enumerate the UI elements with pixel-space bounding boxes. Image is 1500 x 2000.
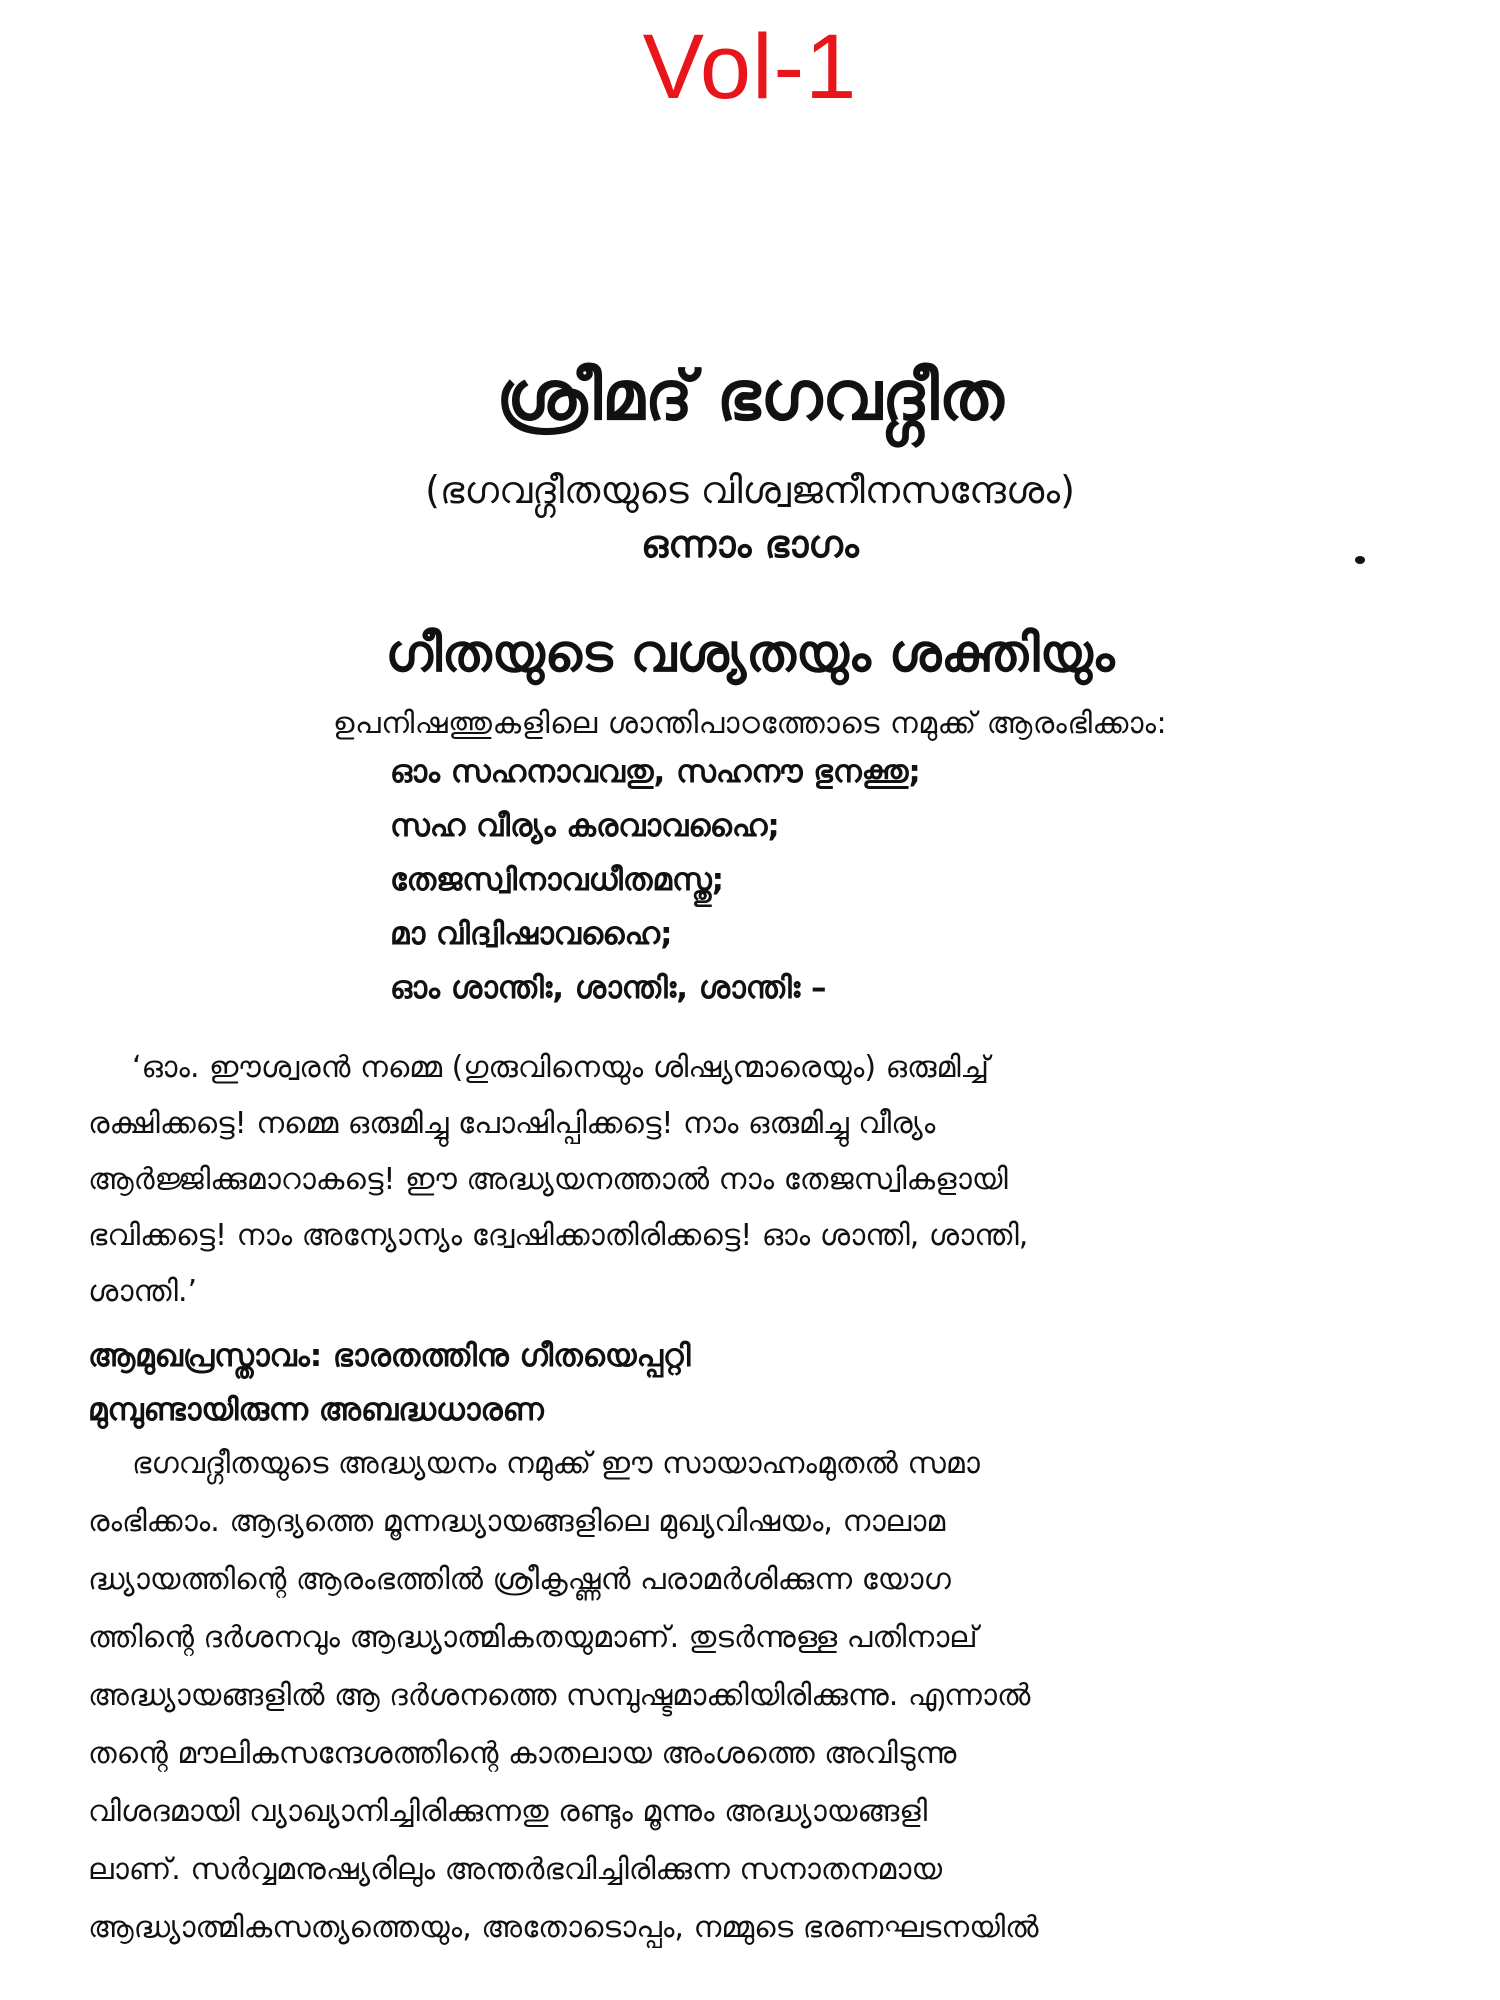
paragraph-line: ലാണ്. സർവ്വമനുഷ്യരിലും അന്തർഭവിച്ചിരിക്കുന്ന സനാതനമായ [88,1852,942,1887]
subheading-line: ആമുഖപ്രസ്താവം: ഭാരതത്തിനു ഗീതയെപ്പറ്റി [88,1338,691,1374]
ink-speck [1355,556,1365,564]
paragraph-line: ശാന്തി.’ [88,1274,198,1309]
paragraph-line: ത്തിന്റെ ദർശനവും ആദ്ധ്യാത്മികതയുമാണ്. തുടർന്നുള്ള പതിനാല് [88,1620,978,1655]
paragraph-line: ഭഗവദ്ഗീതയുടെ അദ്ധ്യയനം നമുക്ക് ഈ സായാഹ്നംമുതൽ സമാ [132,1446,980,1481]
mantra-line: തേജസ്വിനാവധീതമസ്തു; [390,862,725,898]
book-subtitle: (ഭഗവദ്ഗീതയുടെ വിശ്വജനീനസന്ദേശം) [425,468,1075,512]
paragraph-line: ‘ഓം. ഈശ്വരൻ നമ്മെ (ഗുരുവിനെയും ശിഷ്യന്മാരെയും) ഒരുമിച്ച് [132,1050,989,1085]
paragraph-line: രംഭിക്കാം. ആദ്യത്തെ മൂന്നദ്ധ്യായങ്ങളിലെ മുഖ്യവിഷയം, നാലാമ [88,1504,946,1539]
mantra-line: ഓം ശാന്തിഃ, ശാന്തിഃ, ശാന്തിഃ – [390,970,827,1006]
paragraph-line: രക്ഷിക്കട്ടെ! നമ്മെ ഒരുമിച്ചു പോഷിപ്പിക്കട്ടെ! നാം ഒരുമിച്ചു വീര്യം [88,1106,936,1141]
paragraph-line: ദ്ധ്യായത്തിന്റെ ആരംഭത്തിൽ ശ്രീകൃഷ്ണൻ പരാമർശിക്കുന്ന യോഗ [88,1562,951,1597]
paragraph-line: അദ്ധ്യായങ്ങളിൽ ആ ദർശനത്തെ സമ്പുഷ്ടമാക്കിയിരിക്കുന്നു. എന്നാൽ [88,1678,1031,1713]
paragraph-line: തന്റെ മൗലികസന്ദേശത്തിന്റെ കാതലായ അംശത്തെ അവിടുന്നു [88,1736,957,1771]
volume-label: Vol-1 [642,16,858,118]
mantra-line: സഹ വീര്യം കരവാവഹൈ; [390,808,780,844]
mantra-line: മാ വിദ്വിഷാവഹൈ; [390,916,673,952]
paragraph-line: ഭവിക്കട്ടെ! നാം അന്യോന്യം ദ്വേഷിക്കാതിരിക്കട്ടെ! ഓം ശാന്തി, ശാന്തി, [88,1218,1029,1253]
part-label: ഒന്നാം ഭാഗം [641,522,859,566]
subheading-line: മുമ്പുണ്ടായിരുന്ന അബദ്ധധാരണ [88,1392,544,1428]
paragraph-line: ആദ്ധ്യാത്മികസത്യത്തെയും, അതോടൊപ്പം, നമ്മുടെ ഭരണഘടനയിൽ [88,1910,1039,1945]
section-heading: ഗീതയുടെ വശ്യതയും ശക്തിയും [385,624,1115,684]
intro-line: ഉപനിഷത്തുകളിലെ ശാന്തിപാഠത്തോടെ നമുക്ക് ആരംഭിക്കാം: [332,706,1168,741]
book-title: ശ്രീമദ് ഭഗവദ്ഗീത [496,357,1004,436]
paragraph-line: ആർജ്ജിക്കുമാറാകട്ടെ! ഈ അദ്ധ്യയനത്താൽ നാം തേജസ്വികളായി [88,1162,1008,1197]
paragraph-line: വിശദമായി വ്യാഖ്യാനിച്ചിരിക്കുന്നതു രണ്ടും മൂന്നും അദ്ധ്യായങ്ങളി [88,1794,928,1829]
mantra-line: ഓം സഹനാവവതു, സഹനൗ ഭുനക്തു; [390,754,921,790]
